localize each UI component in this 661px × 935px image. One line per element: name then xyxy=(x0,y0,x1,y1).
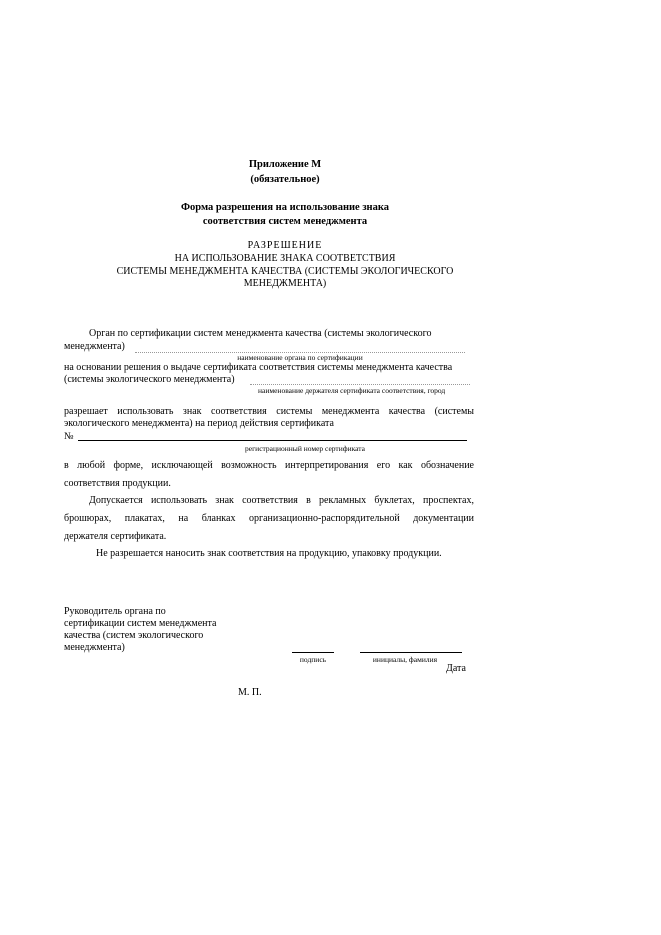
heading-line4: МЕНЕДЖМЕНТА) xyxy=(243,278,327,289)
caption-certification-body: наименование органа по сертификации xyxy=(237,353,363,362)
body-p3-line1: разрешает использовать знак соответствия системы менеджмента качества (системы xyxy=(64,406,474,417)
date-label: Дата xyxy=(446,663,466,674)
signature-title-line3: качества (систем экологического xyxy=(64,630,204,641)
body-p3-line2: экологического менеджмента) на период действия сертификата xyxy=(64,418,334,429)
fill-dots-2 xyxy=(250,378,470,385)
fill-dots-1 xyxy=(135,344,465,353)
number-sign: № xyxy=(64,431,74,442)
heading-line1: РАЗРЕШЕНИЕ xyxy=(247,240,323,251)
body-p2-line1: на основании решения о выдаче сертификата соответствия системы менеджмента качества xyxy=(64,362,453,373)
heading-line3: СИСТЕМЫ МЕНЕДЖМЕНТА КАЧЕСТВА (СИСТЕМЫ ЭКОЛОГИЧЕСКОГО xyxy=(116,266,454,277)
caption-certificate-holder: наименование держателя сертификата соответствия, город xyxy=(258,386,446,395)
body-p5-line1: Допускается использовать знак соответствия в рекламных буклетах, проспектах, xyxy=(89,495,474,506)
certificate-number-line xyxy=(78,440,467,441)
heading-line2: НА ИСПОЛЬЗОВАНИЕ ЗНАКА СООТВЕТСТВИЯ xyxy=(174,253,396,264)
signature-title-line2: сертификации систем менеджмента xyxy=(64,618,217,629)
body-p2-line2: (системы экологического менеджмента) xyxy=(64,374,235,385)
caption-signature: подпись xyxy=(299,655,327,664)
body-p5-line2: брошюрах, плакатах, на бланках организационно-распорядительной документации xyxy=(64,513,474,524)
caption-registration-number: регистрационный номер сертификата xyxy=(245,444,365,453)
signature-line xyxy=(292,652,334,653)
caption-initials-surname: инициалы, фамилия xyxy=(372,655,438,664)
body-p1-line2: менеджмента) xyxy=(64,341,125,352)
signature-title-line4: менеджмента) xyxy=(64,642,125,653)
body-p1-line1: Орган по сертификации систем менеджмента качества (системы экологического xyxy=(89,328,432,339)
appendix-title: Приложение М xyxy=(248,159,322,170)
initials-line xyxy=(360,652,462,653)
form-title-line2: соответствия систем менеджмента xyxy=(202,216,368,227)
form-title-line1: Форма разрешения на использование знака xyxy=(181,202,389,213)
stamp-placeholder: М. П. xyxy=(238,687,262,698)
body-p5-line3: держателя сертификата. xyxy=(64,531,167,542)
body-p4-line2: соответствия продукции. xyxy=(64,478,171,489)
body-p6: Не разрешается наносить знак соответствия на продукцию, упаковку продукции. xyxy=(96,548,442,559)
signature-title-line1: Руководитель органа по xyxy=(64,606,166,617)
appendix-subtitle: (обязательное) xyxy=(250,174,320,185)
body-p4-line1: в любой форме, исключающей возможность интерпретирования его как обозначение xyxy=(64,460,474,471)
